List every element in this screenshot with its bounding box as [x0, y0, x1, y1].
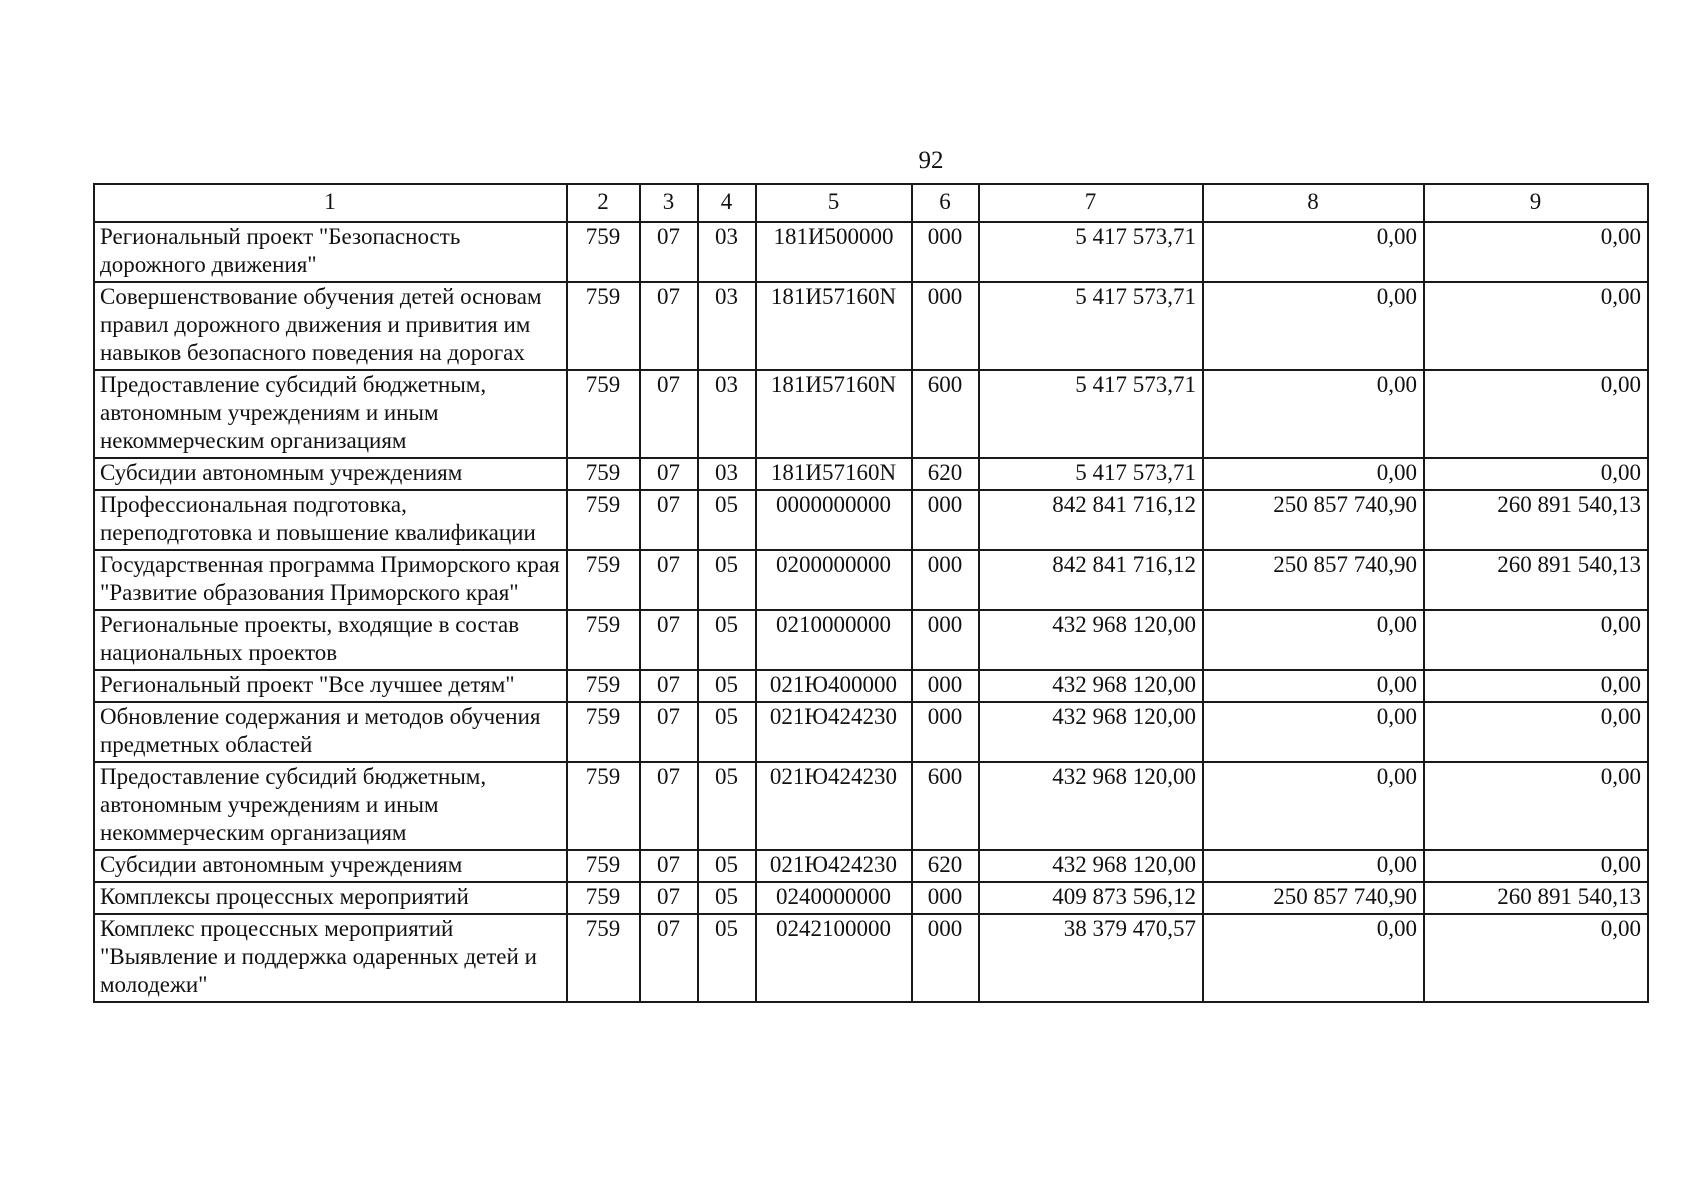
row-amount-7-cell: 432 968 120,00 — [979, 702, 1203, 762]
row-code-4-cell: 05 — [698, 914, 756, 1002]
row-code-5-cell: 181И500000 — [756, 222, 912, 282]
row-amount-8-cell: 250 857 740,90 — [1203, 550, 1424, 610]
header-col-9: 9 — [1424, 184, 1648, 222]
table-row — [94, 222, 1648, 282]
row-code-3-cell: 07 — [640, 914, 698, 1002]
row-code-6-cell: 000 — [912, 610, 979, 670]
table-row — [94, 882, 1648, 914]
row-code-3-cell: 07 — [640, 282, 698, 370]
row-amount-9-cell: 260 891 540,13 — [1424, 550, 1648, 610]
row-amount-7-cell: 842 841 716,12 — [979, 490, 1203, 550]
row-code-2-cell: 759 — [567, 670, 640, 702]
row-code-3-cell: 07 — [640, 610, 698, 670]
row-amount-8-cell: 0,00 — [1203, 282, 1424, 370]
header-col-7: 7 — [979, 184, 1203, 222]
row-amount-9-cell: 0,00 — [1424, 670, 1648, 702]
header-col-2: 2 — [567, 184, 640, 222]
row-code-3-cell: 07 — [640, 670, 698, 702]
row-code-5-cell: 181И57160N — [756, 458, 912, 490]
row-code-4-cell: 05 — [698, 762, 756, 850]
row-code-6-cell: 000 — [912, 882, 979, 914]
row-code-4-cell: 05 — [698, 550, 756, 610]
row-code-6-cell: 600 — [912, 762, 979, 850]
header-col-6: 6 — [912, 184, 979, 222]
row-amount-8-cell: 0,00 — [1203, 610, 1424, 670]
row-amount-7-cell: 5 417 573,71 — [979, 282, 1203, 370]
row-name-cell: Профессиональная подготовка, переподготовка и повышение квалификации — [94, 490, 567, 550]
row-amount-9-cell: 0,00 — [1424, 850, 1648, 882]
row-code-4-cell: 05 — [698, 850, 756, 882]
table-row — [94, 702, 1648, 762]
row-code-4-cell: 05 — [698, 490, 756, 550]
row-name-cell: Региональный проект "Все лучшее детям" — [94, 670, 567, 702]
row-amount-8-cell: 250 857 740,90 — [1203, 490, 1424, 550]
row-amount-9-cell: 0,00 — [1424, 914, 1648, 1002]
row-code-2-cell: 759 — [567, 370, 640, 458]
row-amount-9-cell: 0,00 — [1424, 370, 1648, 458]
row-amount-7-cell: 409 873 596,12 — [979, 882, 1203, 914]
row-code-6-cell: 000 — [912, 282, 979, 370]
row-code-3-cell: 07 — [640, 222, 698, 282]
row-name-cell: Обновление содержания и методов обучения предметных областей — [94, 702, 567, 762]
row-amount-8-cell: 250 857 740,90 — [1203, 882, 1424, 914]
row-code-2-cell: 759 — [567, 610, 640, 670]
table-row — [94, 550, 1648, 610]
table-row — [94, 610, 1648, 670]
row-code-4-cell: 03 — [698, 458, 756, 490]
row-code-4-cell: 05 — [698, 670, 756, 702]
row-code-2-cell: 759 — [567, 490, 640, 550]
header-col-4: 4 — [698, 184, 756, 222]
row-amount-9-cell: 260 891 540,13 — [1424, 490, 1648, 550]
row-amount-7-cell: 432 968 120,00 — [979, 610, 1203, 670]
budget-table — [93, 183, 1649, 1003]
row-amount-7-cell: 5 417 573,71 — [979, 370, 1203, 458]
row-code-2-cell: 759 — [567, 222, 640, 282]
table-row — [94, 850, 1648, 882]
table-row — [94, 762, 1648, 850]
row-amount-8-cell: 0,00 — [1203, 762, 1424, 850]
row-amount-8-cell: 0,00 — [1203, 850, 1424, 882]
row-code-3-cell: 07 — [640, 550, 698, 610]
row-name-cell: Субсидии автономным учреждениям — [94, 458, 567, 490]
row-amount-7-cell: 38 379 470,57 — [979, 914, 1203, 1002]
table-row — [94, 670, 1648, 702]
row-code-4-cell: 03 — [698, 282, 756, 370]
row-code-3-cell: 07 — [640, 762, 698, 850]
row-amount-9-cell: 0,00 — [1424, 222, 1648, 282]
row-code-5-cell: 0240000000 — [756, 882, 912, 914]
row-name-cell: Совершенствование обучения детей основам правил дорожного движения и привития им навыков безопасного поведения на дорогах — [94, 282, 567, 370]
row-name-cell: Субсидии автономным учреждениям — [94, 850, 567, 882]
row-code-6-cell: 000 — [912, 222, 979, 282]
table-row — [94, 914, 1648, 1002]
row-code-5-cell: 181И57160N — [756, 370, 912, 458]
header-row — [94, 184, 1648, 222]
row-amount-8-cell: 0,00 — [1203, 370, 1424, 458]
table-row — [94, 490, 1648, 550]
row-code-3-cell: 07 — [640, 702, 698, 762]
row-amount-7-cell: 5 417 573,71 — [979, 222, 1203, 282]
row-amount-9-cell: 0,00 — [1424, 610, 1648, 670]
row-code-5-cell: 0200000000 — [756, 550, 912, 610]
row-code-6-cell: 000 — [912, 550, 979, 610]
row-code-5-cell: 021Ю424230 — [756, 850, 912, 882]
row-code-3-cell: 07 — [640, 490, 698, 550]
row-amount-7-cell: 432 968 120,00 — [979, 670, 1203, 702]
row-code-2-cell: 759 — [567, 458, 640, 490]
row-amount-7-cell: 842 841 716,12 — [979, 550, 1203, 610]
row-code-6-cell: 000 — [912, 702, 979, 762]
row-code-5-cell: 181И57160N — [756, 282, 912, 370]
row-amount-9-cell: 0,00 — [1424, 762, 1648, 850]
row-code-3-cell: 07 — [640, 882, 698, 914]
row-name-cell: Предоставление субсидий бюджетным, автономным учреждениям и иным некоммерческим организациям — [94, 370, 567, 458]
row-code-6-cell: 000 — [912, 670, 979, 702]
row-code-5-cell: 0210000000 — [756, 610, 912, 670]
row-code-2-cell: 759 — [567, 702, 640, 762]
page-number: 92 — [918, 147, 944, 174]
row-name-cell: Комплексы процессных мероприятий — [94, 882, 567, 914]
row-code-6-cell: 620 — [912, 850, 979, 882]
header-col-3: 3 — [640, 184, 698, 222]
row-code-5-cell: 0000000000 — [756, 490, 912, 550]
row-code-4-cell: 05 — [698, 882, 756, 914]
row-amount-7-cell: 5 417 573,71 — [979, 458, 1203, 490]
row-amount-8-cell: 0,00 — [1203, 670, 1424, 702]
row-code-6-cell: 600 — [912, 370, 979, 458]
row-code-2-cell: 759 — [567, 882, 640, 914]
header-col-8: 8 — [1203, 184, 1424, 222]
row-code-5-cell: 021Ю424230 — [756, 762, 912, 850]
row-amount-9-cell: 0,00 — [1424, 702, 1648, 762]
row-code-3-cell: 07 — [640, 458, 698, 490]
table-header — [94, 184, 1648, 222]
header-col-1: 1 — [94, 184, 567, 222]
row-amount-8-cell: 0,00 — [1203, 914, 1424, 1002]
row-name-cell: Комплекс процессных мероприятий "Выявление и поддержка одаренных детей и молодежи" — [94, 914, 567, 1002]
table-body — [94, 222, 1648, 1002]
row-amount-8-cell: 0,00 — [1203, 458, 1424, 490]
row-amount-8-cell: 0,00 — [1203, 702, 1424, 762]
row-amount-7-cell: 432 968 120,00 — [979, 762, 1203, 850]
row-amount-8-cell: 0,00 — [1203, 222, 1424, 282]
row-amount-7-cell: 432 968 120,00 — [979, 850, 1203, 882]
table-row — [94, 282, 1648, 370]
row-code-4-cell: 03 — [698, 222, 756, 282]
table-row — [94, 458, 1648, 490]
row-name-cell: Региональные проекты, входящие в состав национальных проектов — [94, 610, 567, 670]
row-code-2-cell: 759 — [567, 762, 640, 850]
row-code-3-cell: 07 — [640, 850, 698, 882]
row-code-5-cell: 021Ю400000 — [756, 670, 912, 702]
row-code-2-cell: 759 — [567, 914, 640, 1002]
row-code-6-cell: 620 — [912, 458, 979, 490]
row-code-4-cell: 05 — [698, 702, 756, 762]
row-name-cell: Региональный проект "Безопасность дорожного движения" — [94, 222, 567, 282]
row-code-4-cell: 05 — [698, 610, 756, 670]
row-amount-9-cell: 0,00 — [1424, 458, 1648, 490]
row-code-4-cell: 03 — [698, 370, 756, 458]
row-code-3-cell: 07 — [640, 370, 698, 458]
row-code-5-cell: 0242100000 — [756, 914, 912, 1002]
row-name-cell: Предоставление субсидий бюджетным, автономным учреждениям и иным некоммерческим организациям — [94, 762, 567, 850]
row-code-6-cell: 000 — [912, 914, 979, 1002]
row-code-2-cell: 759 — [567, 550, 640, 610]
header-col-5: 5 — [756, 184, 912, 222]
row-code-5-cell: 021Ю424230 — [756, 702, 912, 762]
row-amount-9-cell: 0,00 — [1424, 282, 1648, 370]
row-code-6-cell: 000 — [912, 490, 979, 550]
table-row — [94, 370, 1648, 458]
row-name-cell: Государственная программа Приморского края "Развитие образования Приморского края" — [94, 550, 567, 610]
row-code-2-cell: 759 — [567, 850, 640, 882]
row-amount-9-cell: 260 891 540,13 — [1424, 882, 1648, 914]
row-code-2-cell: 759 — [567, 282, 640, 370]
